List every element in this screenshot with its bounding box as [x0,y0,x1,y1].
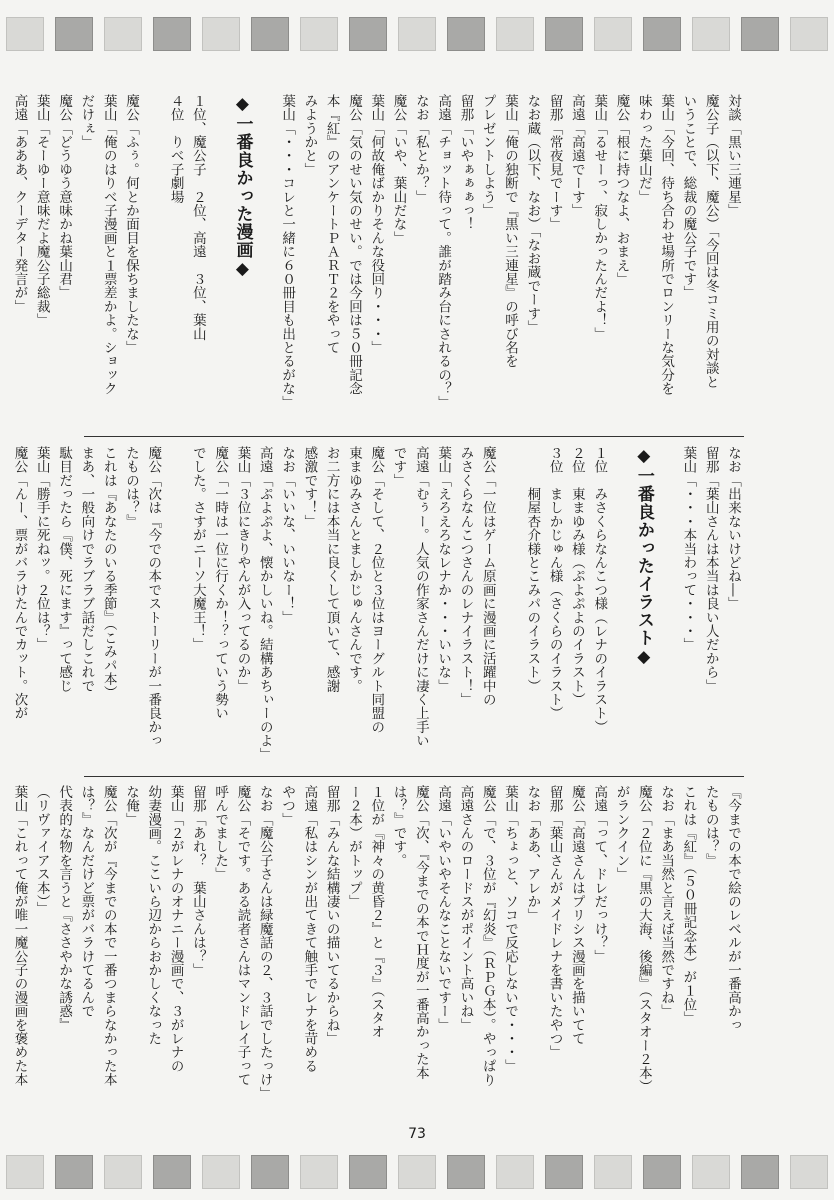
text-line [164,446,186,766]
border-tile [398,1155,436,1189]
border-tile [790,17,828,51]
section-divider [84,776,744,777]
border-tile [6,1155,44,1189]
text-line: 魔公「次、『今までの本でＨ度が一番高かった本 [412,785,429,1080]
text-line: 魔公「２位に『黒の大海、後編』（スタオー２本） [635,785,652,1094]
text-line: 魔公「どうゆう意味かね葉山君」 [56,94,73,300]
text-line: 葉山「ちょっと、ソコで反応しないで・・・」 [502,785,519,1073]
text-line: 魔公「一時は一位に行くか！？っていう勢い [212,446,229,720]
text-line: 葉山「今回、待ち合わせ場所でロンリーな気分を [658,94,675,396]
text-line: 葉山「勝手に死ねッ。２位は？」 [33,446,50,652]
text-line: ー２本）がトップ」 [345,785,362,909]
border-tile [790,1155,828,1189]
text-line: 高遠「高遠でーす」 [568,94,585,218]
bottom-tile-border [0,1150,834,1194]
text-line: たものは？』 [122,446,139,529]
text-line: 本『紅』のアンケートＰＡＲＴ２をやって [323,94,340,355]
text-line: 留那「みんな結構凄いの描いてるからね」 [323,785,340,1046]
border-tile [545,1155,583,1189]
text-line: １位 みさくらなんこつ様（レナのイラスト） [591,446,608,734]
page-number: 73 [408,1126,426,1142]
border-tile [496,1155,534,1189]
border-tile [349,17,387,51]
text-line: 高遠「チョット待って。誰が踏み台にされるの？」 [435,94,452,410]
text-line [209,94,231,424]
text-line: 魔公「気のせい気のせい。では今回は５０冊記念 [345,94,362,396]
text-line: 魔公子（以下、魔公）「今回は冬コミ用の対談と [702,94,719,389]
border-tile [398,17,436,51]
border-tile [251,17,289,51]
text-line: １位が『神々の黄昏２』と『３』（スタオ [368,785,385,1039]
text-line: でした。さすがニーソ大魔王！」 [189,446,206,652]
text-line: がランクイン」 [613,785,630,881]
border-tile [104,17,142,51]
text-line: やつ」 [279,785,296,827]
text-band-bottom [11,785,744,1145]
text-line: 魔公「次が『今までの本で一番つまらなかった本 [100,785,117,1087]
border-tile [741,17,779,51]
border-tile [447,17,485,51]
text-line: まあ、一般向けでラブラブ話だしこれで [78,446,95,693]
text-line: 魔公「根に持つなよ、おまえ」 [613,94,630,286]
text-line: 高遠「私はシンが出てきて触手でレナを苛める [301,785,318,1073]
text-line [253,94,275,424]
text-line: 留那「常夜見でーす」 [546,94,563,231]
text-line: １位、魔公子 ２位、高遠 ３位、葉山 [189,94,206,341]
text-line: 高遠さんのロードスがポイント高いね」 [457,785,474,1032]
text-line: みようかと」 [301,94,318,177]
text-line: 魔公「いや、葉山だな」 [390,94,407,245]
text-line: 魔公「高遠さんはプリシス漫画を描いてて [568,785,585,1046]
text-line: 魔公「次は『今での本でストーリーが一番良かっ [145,446,162,748]
border-tile [594,17,632,51]
border-tile [300,1155,338,1189]
text-band-middle [11,446,744,766]
text-line: は？』です。 [390,785,407,868]
text-line: 高遠「むぅー。人気の作家さんだけに凄く上手い [412,446,429,748]
text-line: は？』なんだけど票がバラけてるんで [78,785,95,1018]
text-line: 幼妻漫画。ここいら辺からおかしくなった [145,785,162,1046]
text-line: これは『紅』（５０冊記念本）が１位」 [680,785,697,1025]
text-line: です」 [390,446,407,488]
text-line: 葉山「これって俺が唯一魔公子の漫画を褒めた本 [11,785,28,1087]
border-tile [6,17,44,51]
text-line [655,446,677,766]
border-tile [202,1155,240,1189]
text-line: なお蔵（以下、なお）「なお蔵でーす」 [524,94,541,334]
border-tile [741,1155,779,1189]
text-line: （リヴァイアス本）」 [33,785,50,916]
text-line: いうことで、総裁の魔公子です」 [680,94,697,300]
text-line: 魔公「ふぅ。何とか面目を保ちましたな」 [122,94,139,355]
text-line: みさくらなんこつさんのレナイラスト！」 [457,446,474,707]
text-line: なお「いいな、いいなー！」 [279,446,296,625]
text-line: 葉山「るせーっ、寂しかったんだよ！」 [591,94,608,341]
border-tile [55,17,93,51]
text-line: 留那「葉山さんは本当は良い人だから」 [702,446,719,693]
text-line: ３位 ましかじゅん様（さくらのイラスト） [546,446,563,720]
section-heading: ◆一番良かった漫画◆ [232,94,253,280]
text-line: 葉山「３位にきりやんが入ってるのか」 [234,446,251,693]
text-line: 魔公「んー、票がバラけたんでカット。次が [11,446,28,720]
border-tile [202,17,240,51]
text-line: 呼んでました」 [212,785,229,881]
text-line: 『今までの本で絵のレベルが一番高かっ [725,785,741,1032]
section-heading: ◆一番良かったイラスト◆ [633,446,654,668]
text-line: 高遠「いやいやそんなことないですー」 [435,785,452,1032]
text-line: 葉山「・・・コレと一緒に６０冊目も出とるがな」 [279,94,296,410]
border-tile [104,1155,142,1189]
text-line: 対談「黒い三連星」 [725,94,741,218]
text-line: 留那「葉山さんがメイドレナを書いたやつ」 [546,785,563,1059]
top-tile-border [0,12,834,56]
text-line: 感激です！」 [301,446,318,529]
text-line: 葉山「そーゆー意味だよ魔公子総裁」 [33,94,50,327]
border-tile [594,1155,632,1189]
text-line: 葉山「２がレナのオナニー漫画で、３がレナの [167,785,184,1073]
text-line [499,446,521,766]
text-line: 高遠「ぷよぷよ、懐かしいね。結構あちぃーのよ」 [256,446,273,762]
section-divider [84,436,744,437]
border-tile [251,1155,289,1189]
text-line: 葉山「俺のはりべ子漫画と１票差かよ。ショック [100,94,117,396]
text-line [610,446,632,766]
border-tile [692,1155,730,1189]
text-line: 東まゆみさんとましかじゅんさんです。 [345,446,362,693]
text-line: ４位 りべ子劇場 [167,94,184,204]
text-line: なお「まあ当然と言えば当然ですね」 [658,785,675,1018]
text-line: お二方には本当に良くして頂いて、感謝 [323,446,340,693]
text-line: なお「ああ、アレか」 [524,785,541,922]
text-line: 魔公「そして、２位と３位はヨーグルト同盟の [368,446,385,734]
text-line: 留那「あれ？ 葉山さんは？」 [189,785,206,977]
border-tile [55,1155,93,1189]
text-line: これは『あなたのいる季節』（こみパ本） [100,446,117,700]
border-tile [692,17,730,51]
text-line: ２位 東まゆみ様（ぷよぷよのイラスト） [568,446,585,707]
text-line: 桐屋杏介様とこみパのイラスト） [524,446,541,693]
text-line: 高遠「って、ドレだっけ？」 [591,785,608,964]
text-line: 高遠「あああ、クーデター発言が」 [11,94,28,314]
border-tile [545,17,583,51]
border-tile [496,17,534,51]
text-line: 代表的な物を言うと『ささやかな誘惑』 [56,785,73,1032]
border-tile [447,1155,485,1189]
text-line: なお「出来ないけどね―」 [725,446,741,611]
border-tile [643,1155,681,1189]
text-line: だけぇ」 [78,94,95,149]
text-line: 葉山「何故俺ばかりそんな役回り・・・」 [368,94,385,355]
text-line: 魔公「で、３位が『幻炎』（ＲＰＧ本）。やっぱり [479,785,496,1087]
text-line: プレゼントしよう」 [479,94,496,218]
text-line: 葉山「俺の独断で『黒い三連星』の呼び名を [502,94,519,368]
text-line: 魔公「そです。ある読者さんはマンドレイ子って [234,785,251,1087]
border-tile [300,17,338,51]
text-line: 葉山「・・・本当わって・・・」 [680,446,697,652]
text-band-top [11,94,744,424]
text-line [142,94,164,424]
border-tile [349,1155,387,1189]
border-tile [153,1155,191,1189]
text-line: 葉山「えろえろなレナか・・・いいな」 [435,446,452,693]
border-tile [643,17,681,51]
text-line: なお「魔公子さんは緑魔話の２、３話でしたっけ」 [256,785,273,1101]
text-line: 駄目だったら『僕、死にます』って感じ [56,446,73,693]
text-line: たものは？』 [702,785,719,868]
text-line: なお「私とか？」 [412,94,429,204]
text-line: 魔公「一位はゲーム原画に漫画に活躍中の [479,446,496,707]
text-line: 味わった葉山だ」 [635,94,652,204]
text-line: 留那「いやぁぁぁっ！ [457,94,474,231]
border-tile [153,17,191,51]
text-line: な俺」 [122,785,139,827]
